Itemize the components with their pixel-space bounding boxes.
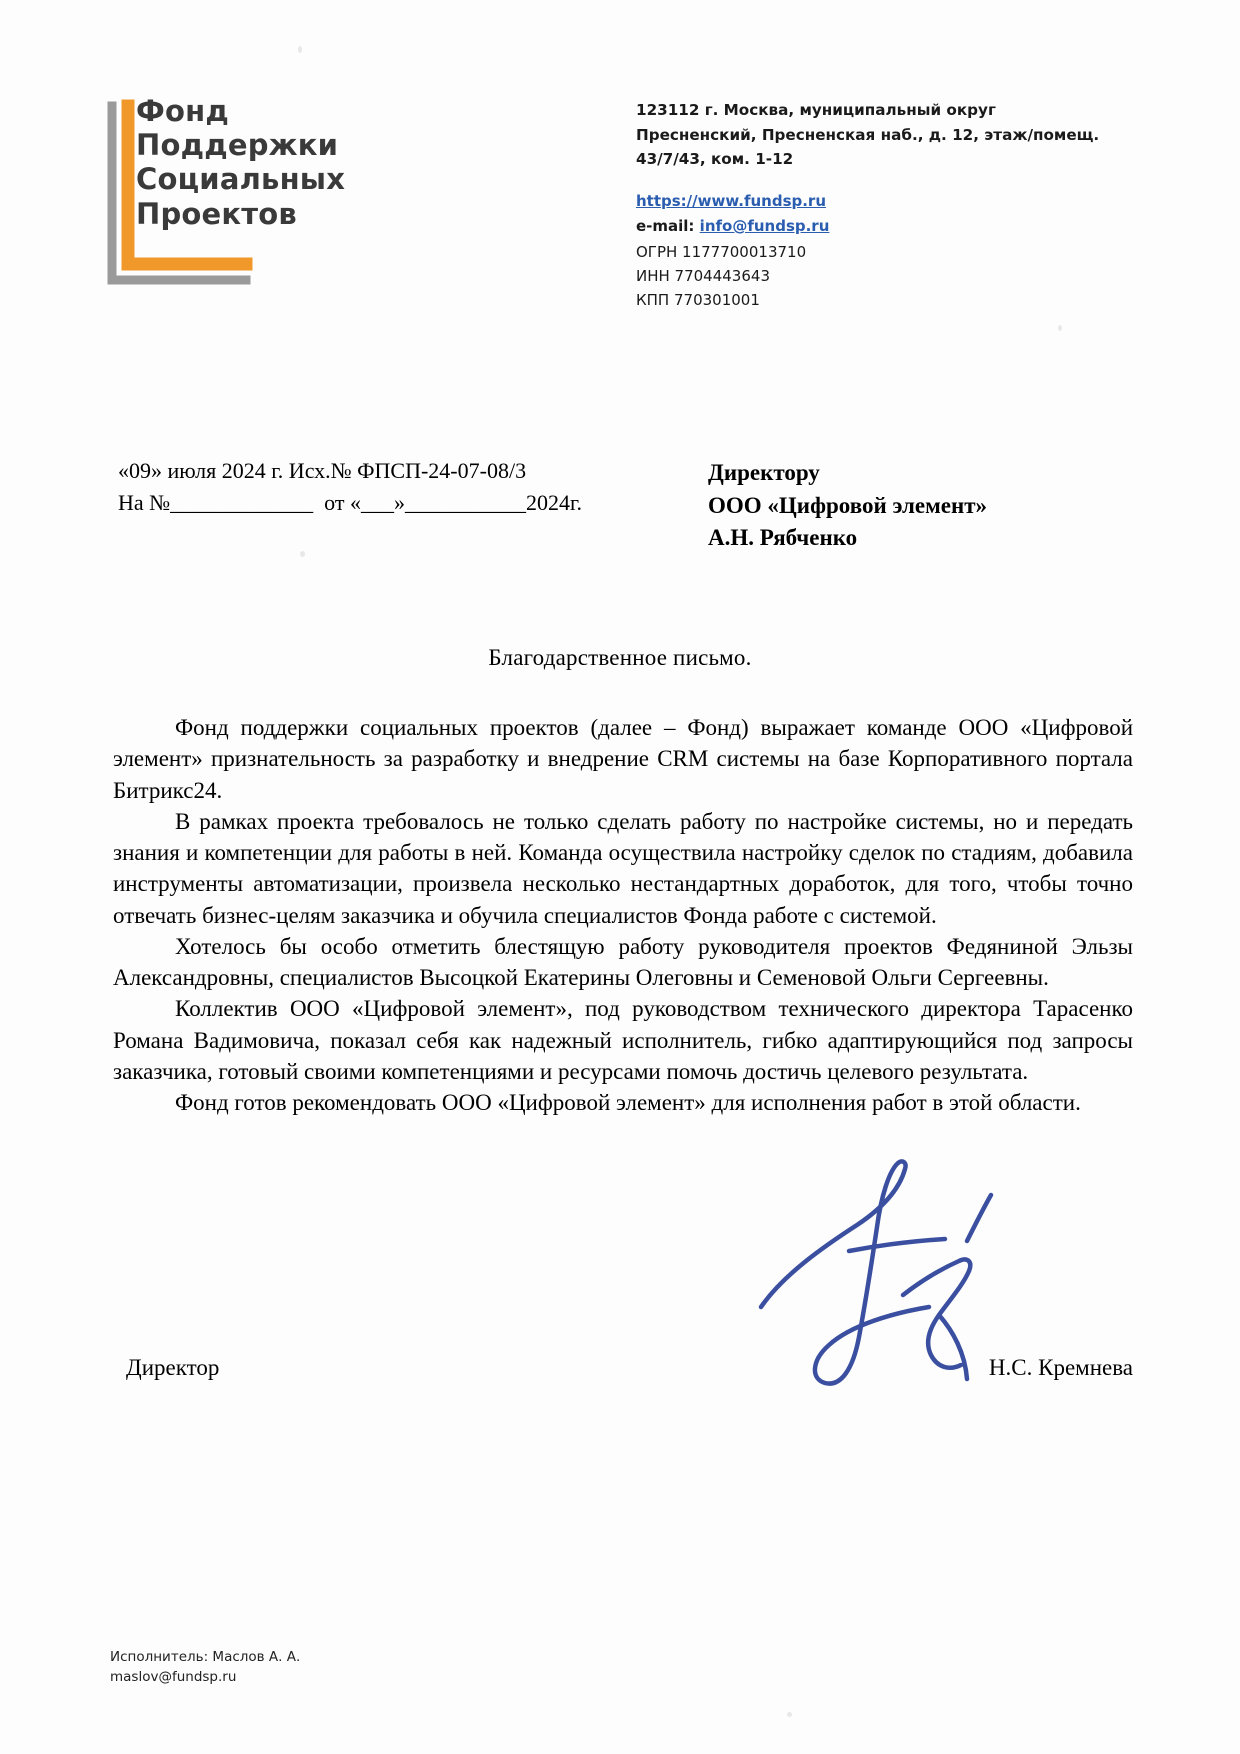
reference-block [118,455,582,519]
body-paragraph: В рамках проекта требовалось не только сделать работу по настройке системы, но и передать знания и компетенции для работы в ней. Команда осуществила настройку сделок по стадиям, добавила инструменты автоматизации, произвела несколько нестандартных доработок, для того, чтобы точно отвечать бизнес-целям заказчика и обучила специалистов Фонда работе с системой. [113,808,1133,928]
body-paragraph: Фонд готов рекомендовать ООО «Цифровой элемент» для исполнения работ в этой области. [175,1090,1081,1116]
letterhead [106,86,1136,366]
website-link[interactable]: https://www.fundsp.ru [636,191,827,210]
logo-bracket-icon [106,96,256,286]
incoming-number: На №_____________ от «___»___________2024г. [118,489,583,515]
logo-line-4: Проектов [136,196,297,231]
addressee-position: Директору [708,460,820,485]
inn-value: ИНН 7704443643 [636,267,770,286]
addressee-name: А.Н. Рябченко [708,525,858,551]
outgoing-number: «09» июля 2024 г. Исх.№ ФПСП-24-07-08/3 [118,458,527,483]
body-paragraph: Фонд поддержки социальных проектов (далее – Фонд) выражает команде ООО «Цифровой элемент» признательность за разработку и внедрение CRM системы на базе Корпоративного портала Битрикс24. [113,715,1133,803]
body-paragraph: Хотелось бы особо отметить блестящую работу руководителя проектов Федяниной Эльзы Александровны, специалистов Высоцкой Екатерины Олеговны и Семеновой Ольги Сергеевны. [113,933,1133,991]
paper-speck [787,1712,792,1717]
paper-speck [298,46,302,53]
executor-name: Исполнитель: Маслов А. А. [110,1649,301,1665]
body-paragraph: Коллектив ООО «Цифровой элемент», под руководством технического директора Тарасенко Романа Вадимовича, показал себя как надежный исполнитель, гибко адаптирующийся под запросы заказчика, готовый своими компетенциями и ресурсами помочь достичь целевого результата. [113,996,1133,1084]
logo-line-3: Социальных [136,162,346,197]
email-label: e-mail: [636,217,695,236]
kpp-value: КПП 770301001 [636,291,760,310]
email-row [636,215,1106,238]
paper-speck [300,551,305,557]
document-footer [110,1648,300,1687]
executor-email: maslov@fundsp.ru [110,1668,237,1685]
logo-line-1: Фонд [136,94,229,128]
document-title: Благодарственное письмо. [488,645,752,670]
logo-line-2: Поддержки [136,128,339,163]
ogrn-value: ОГРН 1177700013710 [636,243,807,262]
organization-logo [106,94,436,231]
addressee-company: ООО «Цифровой элемент» [708,492,988,518]
organization-address: 123112 г. Москва, муниципальный округ Пресненский, Пресненская наб., д. 12, этаж/помещ. 43/7/43, ком. 1-12 [636,101,1100,169]
signer-name: Н.С. Кремнева [988,1355,1133,1380]
organization-contacts [636,98,1106,312]
signer-position: Директор [126,1355,220,1380]
email-link[interactable]: info@fundsp.ru [699,217,830,236]
document-body [113,712,1133,1118]
addressee-block [708,457,987,555]
